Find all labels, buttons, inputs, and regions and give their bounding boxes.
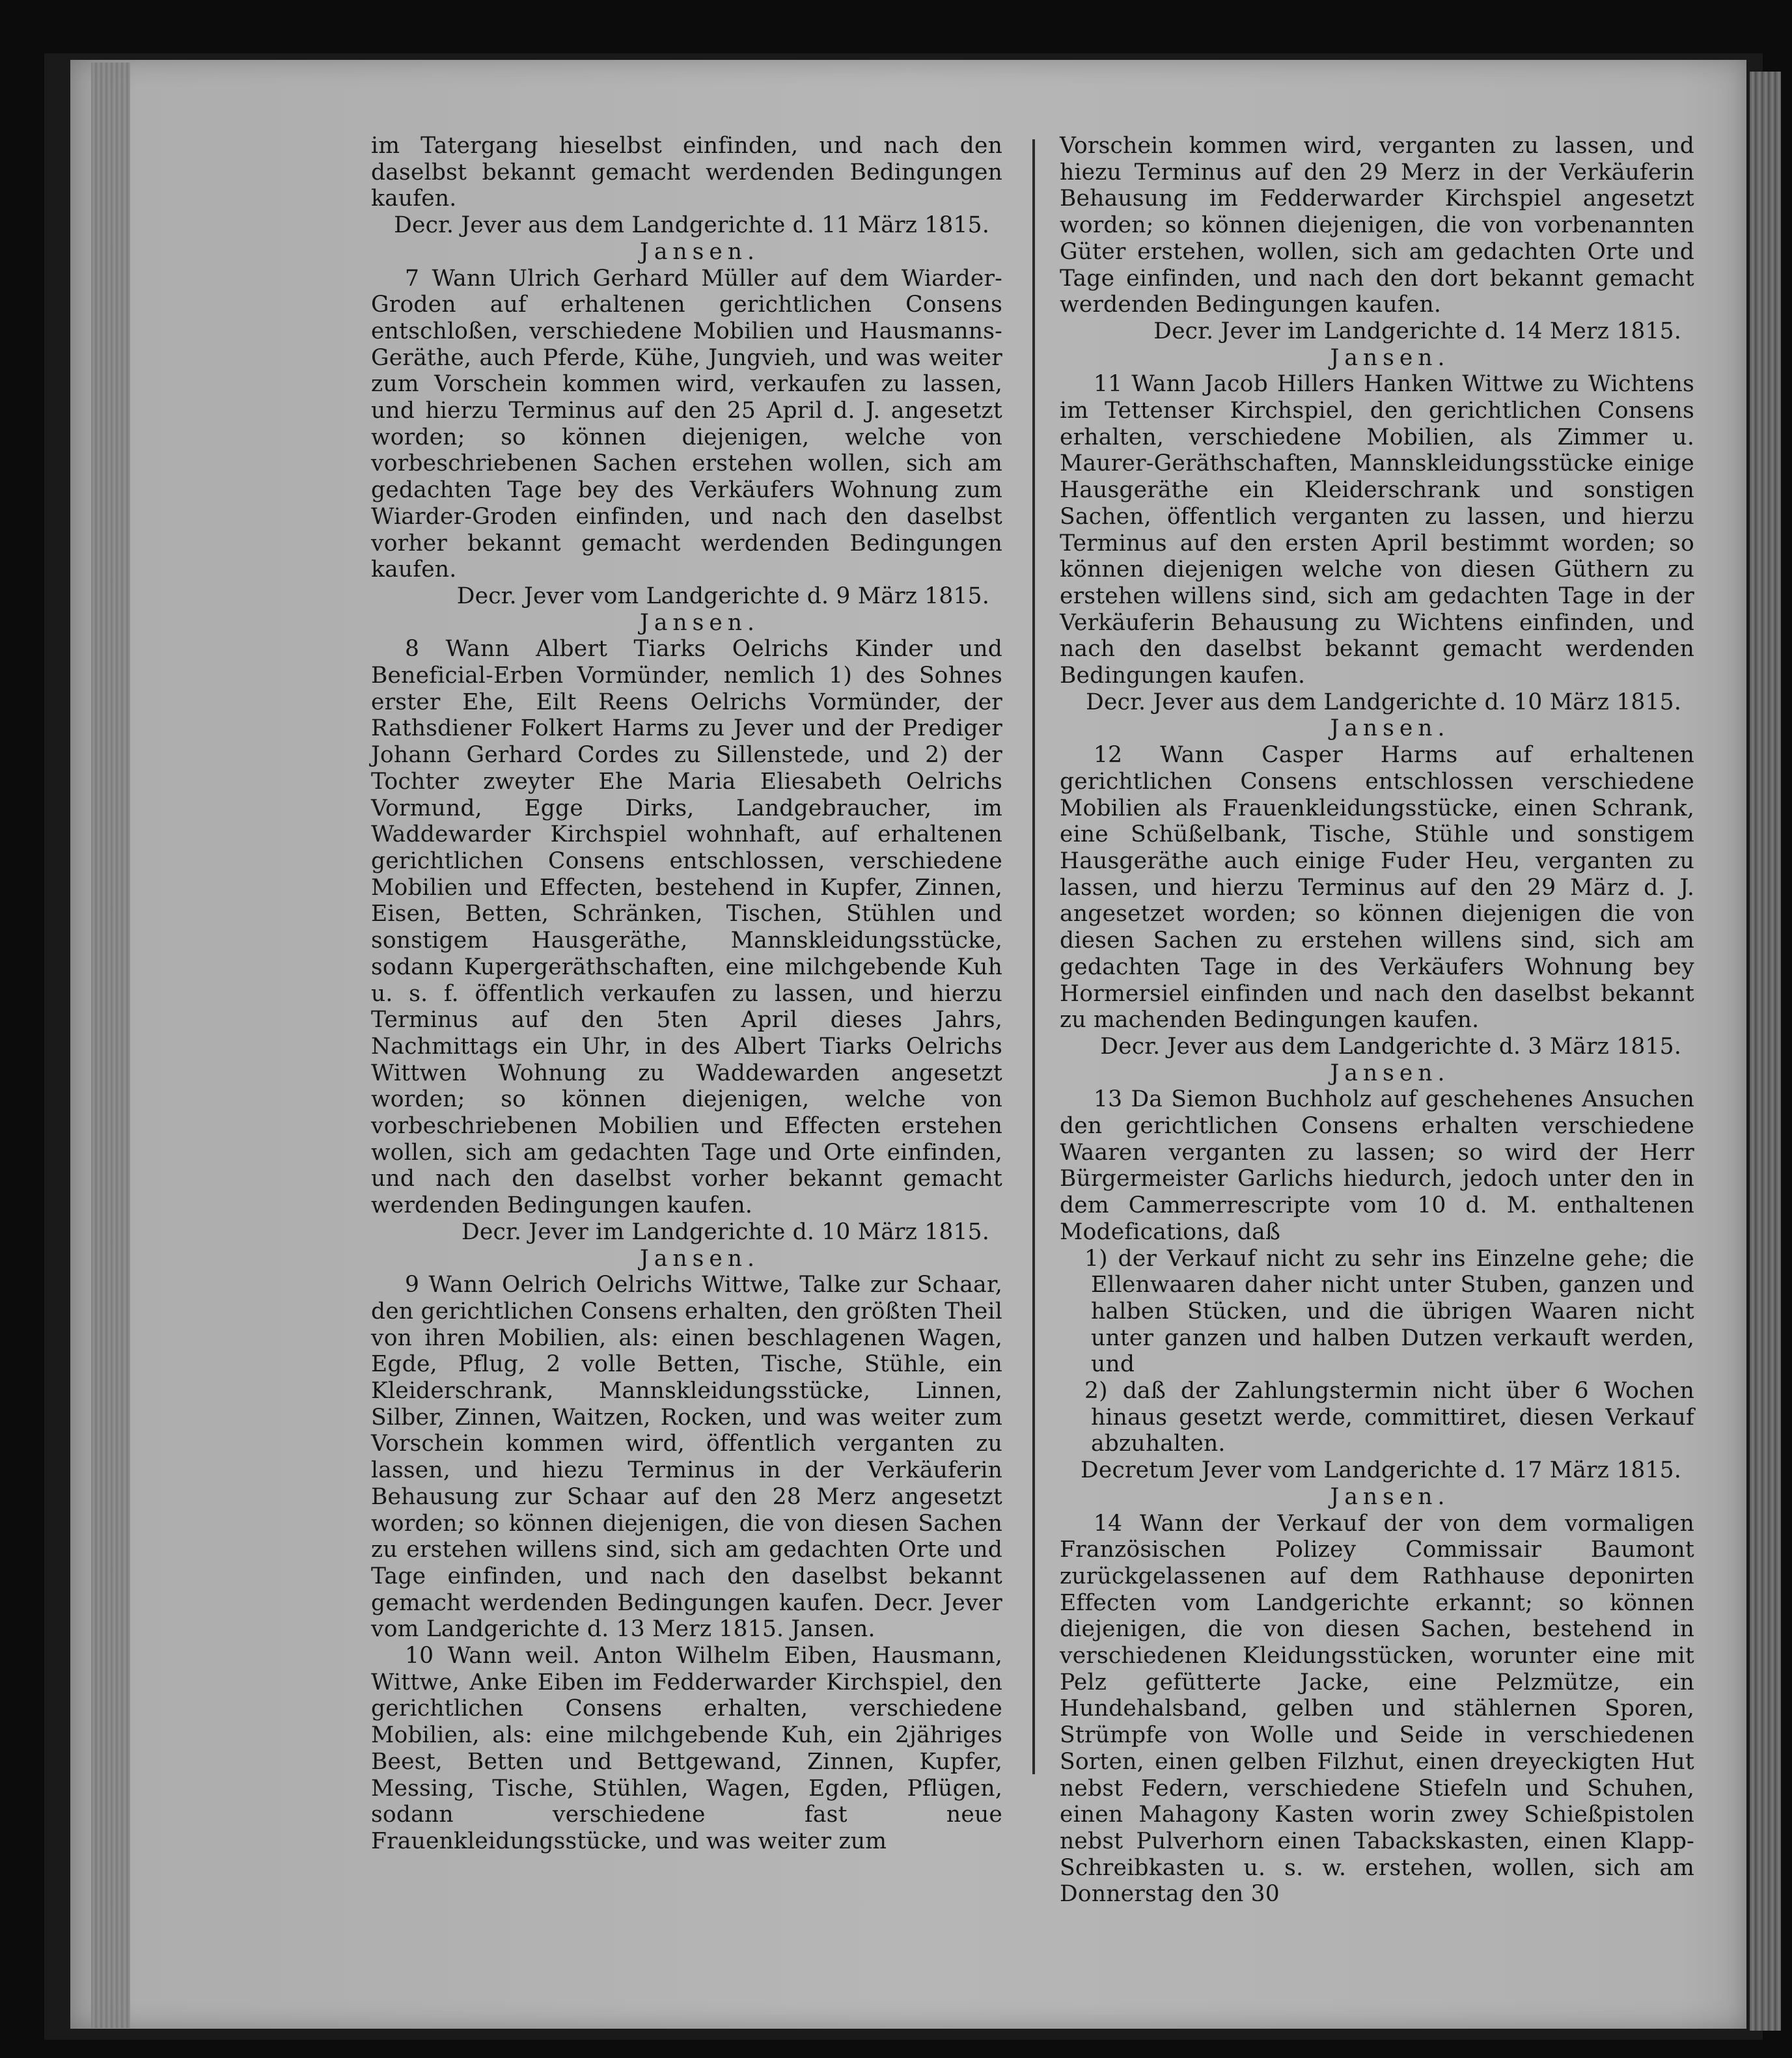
- column-divider: [1032, 139, 1035, 1774]
- notice-11: 11 Wann Jacob Hillers Hanken Wittwe zu Wichtens im Tettenser Kirchspiel, den gerichtlichen Consens erhalten, verschiedene Mobilien, als Zimmer u. Maurer-Geräthschaften, Mannskleidungsstücke einige Hausgeräthe ein Kleiderschrank und sonstigen Sachen, öffentlich verganten zu lassen, und hierzu Terminus auf den ersten April bestimmt worden; so können diejenigen welche von diesen Güthern zu erstehen willens sind, sich am gedachten Tage in der Verkäuferin Behausung zu Wichtens einfinden, und nach den daselbst bekannt gemacht werdenden Bedingungen kaufen.: [1060, 371, 1694, 689]
- signer-name: Jansen.: [640, 1245, 760, 1272]
- notice-12: 12 Wann Casper Harms auf erhaltenen gerichtlichen Consens entschlossen verschiedene Mobilien als Frauenkleidungsstücke, einen Schrank, eine Schüßelbank, Tische, Stühle und sonstigem Hausgeräthe auch einige Fuder Heu, verganten zu lassen, und hierzu Terminus auf den 29 März d. J. angesetzet worden; so können diejenigen die von diesen Sachen zu erstehen willens sind, sich am gedachten Tage in des Verkäufers Wohnung bey Hormersiel einfinden und nach den daselbst bekannt zu machenden Bedingungen kaufen.: [1060, 742, 1694, 1034]
- decree-line: Decr. Jever aus dem Landgerichte d. 10 März 1815.: [1086, 689, 1681, 715]
- signer-name: Jansen.: [640, 609, 760, 636]
- notice-7: 7 Wann Ulrich Gerhard Müller auf dem Wiarder-Groden auf erhaltenen gerichtlichen Consens entschloßen, verschiedene Mobilien und Hausmanns-Geräthe, auch Pferde, Kühe, Jungvieh, und was weiter zum Vorschein kommen wird, verkaufen zu lassen, und hierzu Terminus auf den 25 April d. J. angesetzt worden; so können diejenigen, welche von vorbeschriebenen Sachen erstehen wollen, sich am gedachten Tage bey des Verkäufers Wohnung zum Wiarder-Groden einfinden, und nach den daselbst vorher bekannt gemacht werdenden Bedingungen kaufen.: [371, 265, 1002, 583]
- notice-9: 9 Wann Oelrich Oelrichs Wittwe, Talke zur Schaar, den gerichtlichen Consens erhalten, den größten Theil von ihren Mobilien, als: einen beschlagenen Wagen, Egde, Pflug, 2 volle Betten, Tische, Stühle, ein Kleiderschrank, Mannskleidungsstücke, Linnen, Silber, Zinnen, Waitzen, Rocken, und was weiter zum Vorschein kommen wird, öffentlich verganten zu lassen, und hiezu Terminus in der Verkäuferin Behausung zur Schaar auf den 28 Merz angesetzt worden; so können diejenigen, die von diesen Sachen zu erstehen willens sind, sich am gedachten Orte und Tage einfinden, und nach den daselbst bekannt gemacht werdenden Bedingungen kaufen. Decr. Jever vom Landgerichte d. 13 Merz 1815. Jansen.: [371, 1272, 1002, 1643]
- signer-name: Jansen.: [1330, 344, 1450, 371]
- signer-name: Jansen.: [1330, 715, 1450, 742]
- right-column: [1060, 133, 1694, 1908]
- decree-line: Decr. Jever im Landgerichte d. 10 März 1815.: [462, 1218, 989, 1245]
- decree-line: Decr. Jever aus dem Landgerichte d. 11 März 1815.: [394, 212, 989, 239]
- notice-13: 13 Da Siemon Buchholz auf geschehenes Ansuchen den gerichtlichen Consens erhalten verschiedene Waaren verganten zu lassen; so wird der Herr Bürgermeister Garlichs hiedurch, jedoch unter den in dem Cammerrescripte vom 10 d. M. enthaltenen Modefications, daß: [1060, 1086, 1694, 1245]
- signer-name: Jansen.: [1330, 1060, 1450, 1086]
- condition-1: 1) der Verkauf nicht zu sehr ins Einzelne gehe; die Ellenwaaren daher nicht unter Stuben, ganzen und halben Stücken, und die übrigen Waaren nicht unter ganzen und halben Dutzen verkauft werden, und: [1084, 1245, 1694, 1378]
- signer-name: Jansen.: [640, 238, 760, 265]
- page-edge-left: [91, 62, 130, 2028]
- signer-name: Jansen.: [1330, 1483, 1450, 1510]
- para-continuation: im Tatergang hieselbst einfinden, und nach den daselbst bekannt gemacht werdenden Bedingungen kaufen.: [371, 133, 1002, 212]
- left-column: [371, 133, 1002, 1855]
- decree-line: Decr. Jever aus dem Landgerichte d. 3 März 1815.: [1100, 1033, 1681, 1060]
- decree-line: Decr. Jever vom Landgerichte d. 9 März 1815.: [456, 583, 989, 609]
- notice-14: 14 Wann der Verkauf der von dem vormaligen Französischen Polizey Commissair Baumont zurückgelassenen auf dem Rathhause deponirten Effecten vom Landgerichte erkannt; so können diejenigen, die von diesen Sachen, bestehend in verschiedenen Kleidungsstücken, worunter eine mit Pelz gefütterte Jacke, eine Pelzmütze, ein Hundehalsband, gelben und stählernen Sporen, Strümpfe von Wolle und Seide in verschiedenen Sorten, einen gelben Filzhut, einen dreyeckigten Hut nebst Federn, verschiedene Stiefeln und Schuhen, einen Mahagony Kasten worin zwey Schießpistolen nebst Pulverhorn einen Tabackskasten, einen Klapp-Schreibkasten u. s. w. erstehen, wollen, sich am Donnerstag den 30: [1060, 1510, 1694, 1908]
- condition-2: 2) daß der Zahlungstermin nicht über 6 Wochen hinaus gesetzt werde, committiret, diesen Verkauf abzuhalten.: [1084, 1378, 1694, 1457]
- para-continuation: Vorschein kommen wird, verganten zu lassen, und hiezu Terminus auf den 29 Merz in der Verkäuferin Behausung im Fedderwarder Kirchspiel angesetzt worden; so können diejenigen, die von vorbenannten Güter erstehen, wollen, sich am gedachten Orte und Tage einfinden, und nach den dort bekannt gemacht werdenden Bedingungen kaufen.: [1060, 133, 1694, 318]
- notice-8: 8 Wann Albert Tiarks Oelrichs Kinder und Beneficial-Erben Vormünder, nemlich 1) des Sohnes erster Ehe, Eilt Reens Oelrichs Vormünder, der Rathsdiener Folkert Harms zu Jever und der Prediger Johann Gerhard Cordes zu Sillenstede, und 2) der Tochter zweyter Ehe Maria Eliesabeth Oelrichs Vormund, Egge Dirks, Landgebraucher, im Waddewarder Kirchspiel wohnhaft, auf erhaltenen gerichtlichen Consens entschlossen, verschiedene Mobilien und Effecten, bestehend in Kupfer, Zinnen, Eisen, Betten, Schränken, Tischen, Stühlen und sonstigem Hausgeräthe, Mannskleidungsstücke, sodann Kupergeräthschaften, eine milchgebende Kuh u. s. f. öffentlich verkaufen zu lassen, und hierzu Terminus auf den 5ten April dieses Jahrs, Nachmittags ein Uhr, in des Albert Tiarks Oelrichs Wittwen Wohnung zu Waddewarden angesetzt worden; so können diejenigen, welche von vorbeschriebenen Mobilien und Effecten erstehen wollen, sich am gedachten Tage und Orte einfinden, und nach den daselbst vorher bekannt gemacht werdenden Bedingungen kaufen.: [371, 636, 1002, 1219]
- decree-line: Decretum Jever vom Landgerichte d. 17 März 1815.: [1080, 1457, 1681, 1484]
- notice-10: 10 Wann weil. Anton Wilhelm Eiben, Hausmann, Wittwe, Anke Eiben im Fedderwarder Kirchspiel, den gerichtlichen Consens erhalten, verschiedene Mobilien, als: eine milchgebende Kuh, ein 2jähriges Beest, Betten und Bettgewand, Zinnen, Kupfer, Messing, Tische, Stühlen, Wagen, Egden, Pflügen, sodann verschiedene fast neue Frauenkleidungsstücke, und was weiter zum: [371, 1643, 1002, 1854]
- decree-line: Decr. Jever im Landgerichte d. 14 Merz 1815.: [1153, 318, 1681, 344]
- page-edge-right: [1750, 72, 1781, 2031]
